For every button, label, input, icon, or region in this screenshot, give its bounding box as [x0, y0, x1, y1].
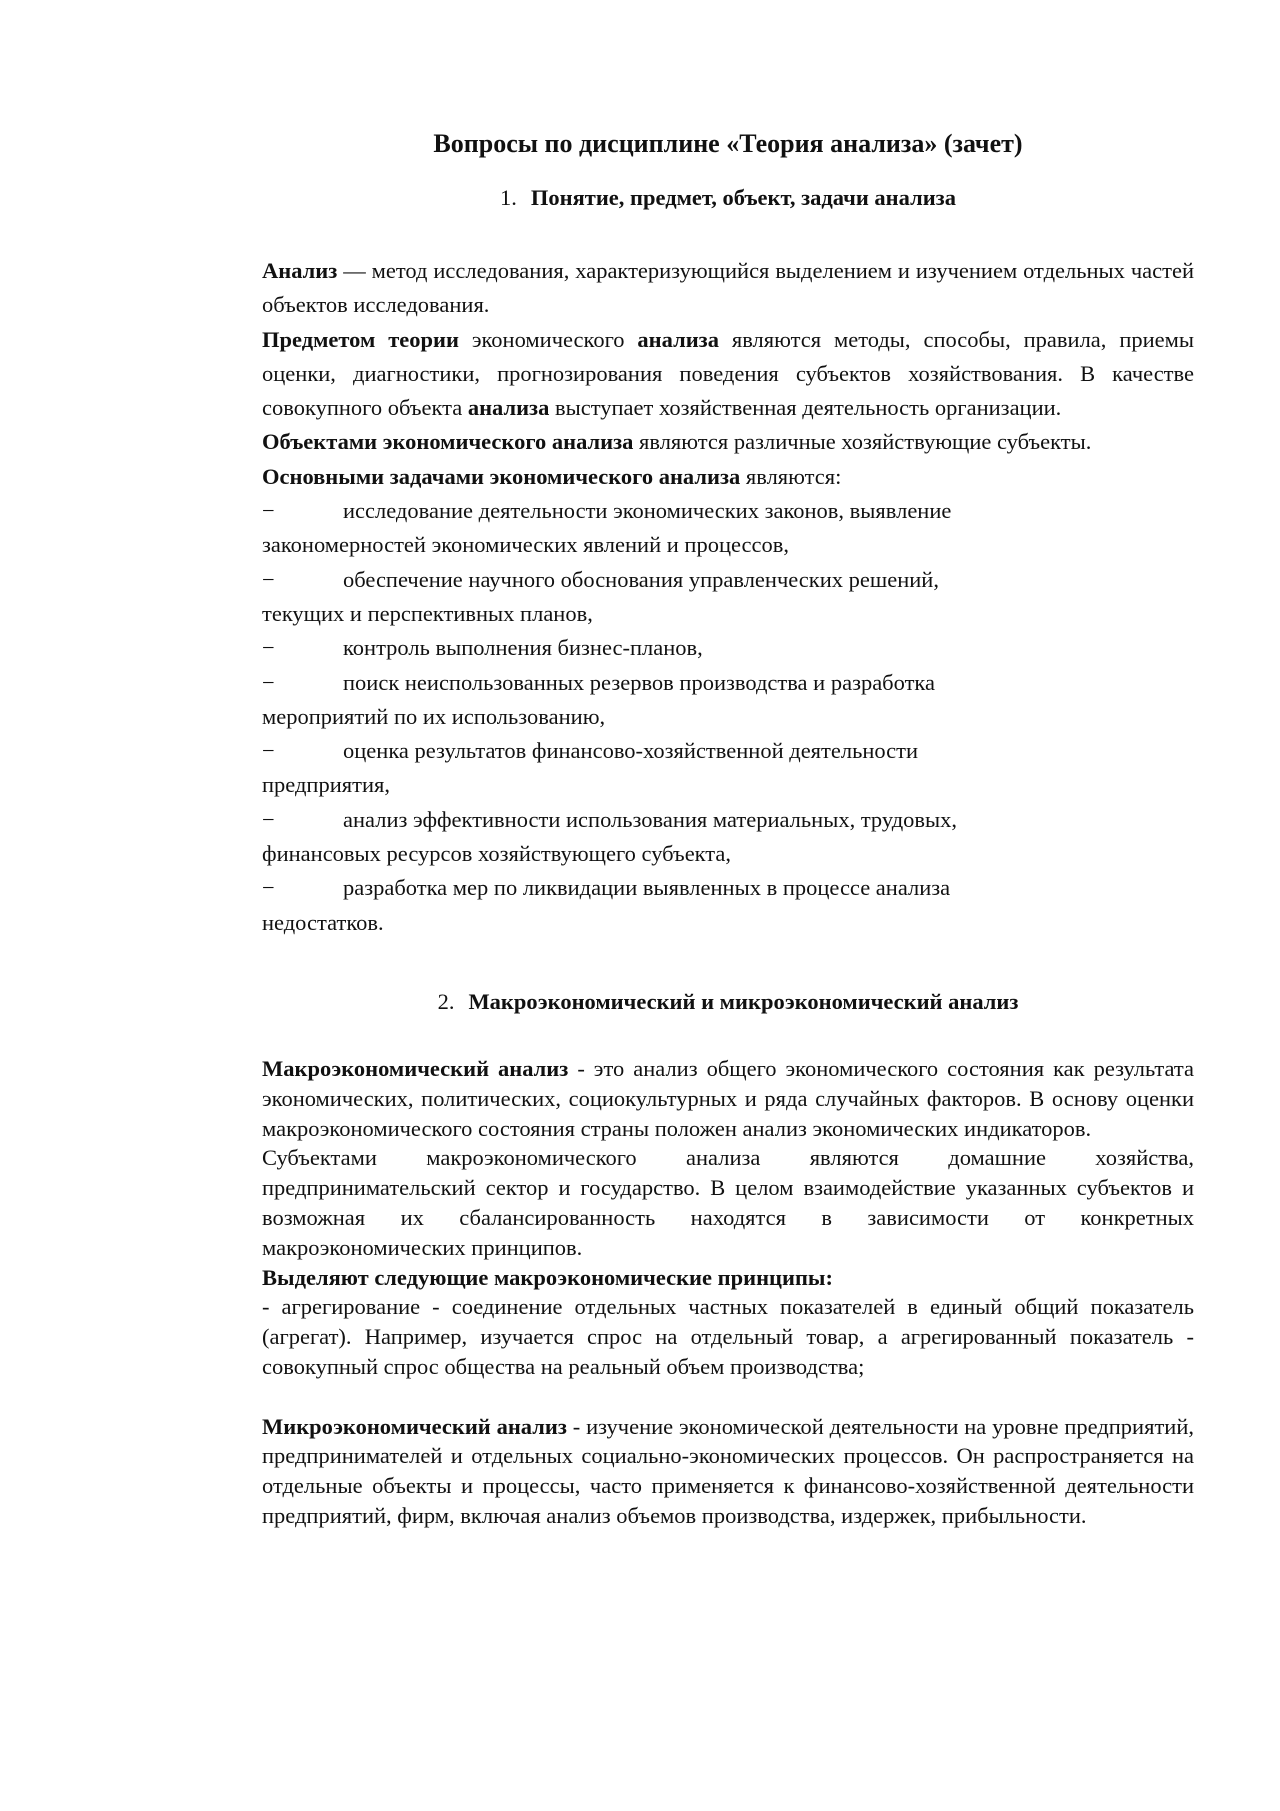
document-title: Вопросы по дисциплине «Теория анализа» (зачет)	[433, 129, 1023, 158]
list-item	[262, 631, 1194, 665]
subject-paragraph	[262, 323, 1194, 426]
tasks-intro	[262, 460, 1194, 494]
list-item-text: контроль выполнения бизнес-планов,	[343, 635, 703, 661]
dash-bullet: −	[262, 566, 275, 592]
subject-text-1: экономического	[458, 326, 638, 352]
dash-bullet: −	[262, 635, 275, 661]
dash-bullet: −	[262, 738, 275, 764]
section-1-number: 1.	[500, 185, 517, 210]
section-1-title: Понятие, предмет, объект, задачи анализа	[530, 185, 956, 210]
term-objects: Объектами экономического анализа	[262, 429, 634, 455]
term-analysis: Анализ	[262, 258, 338, 283]
subject-text-2: являются методы, способы, правила, приемы оценки, диагностики, прогнозирования поведения субъектов хозяйствования. В качестве совокупного объекта	[262, 326, 1194, 421]
section-2-title: Макроэкономический и микроэкономический анализ	[468, 988, 1019, 1014]
macro-text: - это анализ общего экономического состояния как результата экономических, политических, социокультурных и ряда случайных факторов. В основу оценки макроэкономического состояния страны положен анализ экономических индикаторов.	[262, 1055, 1195, 1141]
tasks-intro-text: являются:	[740, 463, 842, 489]
section-2-heading	[262, 986, 1194, 1018]
list-item-text: недостатков.	[262, 909, 384, 935]
principles-heading	[262, 1263, 1194, 1293]
term-tasks: Основными задачами экономического анализа	[262, 463, 741, 489]
list-item	[262, 494, 1194, 563]
macro-paragraph	[262, 1054, 1194, 1143]
definition-text: — метод исследования, характеризующийся выделением и изучением отдельных частей объектов исследования.	[262, 258, 1194, 318]
section-1-body	[262, 254, 1194, 940]
dash-bullet: −	[262, 806, 275, 832]
subjects-paragraph: Субъектами макроэкономического анализа являются домашние хозяйства, предпринимательский сектор и государство. В целом взаимодействие указанных субъектов и возможная их сбалансированность находятся в зависимости от конкретных макроэкономических принципов.	[262, 1145, 1194, 1260]
section-2-body	[262, 1054, 1194, 1531]
list-item-text: закономерностей экономических явлений и процессов,	[262, 532, 790, 558]
micro-paragraph	[262, 1412, 1194, 1531]
aggregation-paragraph: - агрегирование - соединение отдельных частных показателей в единый общий показатель (агрегат). Например, изучается спрос на отдельный товар, а агрегированный показатель - совокупный спрос общества на реальный объем производства;	[262, 1294, 1194, 1379]
list-item-text: поиск неиспользованных резервов производства и разработка	[343, 669, 935, 695]
dash-bullet: −	[262, 875, 275, 901]
list-item	[262, 563, 1194, 632]
list-item-text: финансовых ресурсов хозяйствующего субъекта,	[262, 841, 732, 867]
term-analysis-3: анализа	[467, 395, 550, 421]
list-item	[262, 734, 1194, 803]
term-micro: Микроэкономический анализ	[262, 1413, 567, 1439]
micro-text: - изучение экономической деятельности на уровне предприятий, предпринимателей и отдельных социально-экономических процессов. Он распространяется на отдельные объекты и процессы, часто применяется к финансово-хозяйственной деятельности предприятий, фирм, включая анализ объемов производства, издержек, прибыльности.	[262, 1413, 1194, 1528]
list-item-text: оценка результатов финансово-хозяйственной деятельности	[343, 738, 919, 764]
objects-text: являются различные хозяйствующие субъекты.	[633, 429, 1092, 455]
list-item	[262, 871, 1194, 940]
term-macro: Макроэкономический анализ	[262, 1055, 569, 1081]
list-item-text: предприятия,	[262, 772, 390, 798]
objects-paragraph	[262, 425, 1194, 459]
list-item	[262, 666, 1194, 735]
list-item	[262, 803, 1194, 872]
list-item-text: текущих и перспективных планов,	[262, 600, 593, 626]
list-item-text: анализ эффективности использования материальных, трудовых,	[343, 806, 958, 832]
section-2-number: 2.	[437, 988, 455, 1014]
dash-bullet: −	[262, 669, 275, 695]
list-item-text: мероприятий по их использованию,	[262, 703, 606, 729]
list-item-text: разработка мер по ликвидации выявленных в процессе анализа	[343, 875, 951, 901]
section-1-heading	[262, 182, 1194, 214]
principles-heading-text: Выделяют следующие макроэкономические принципы:	[262, 1264, 833, 1290]
document-page	[262, 122, 1194, 1531]
term-subject: Предметом теории	[262, 326, 459, 352]
subject-text-3: выступает хозяйственная деятельность организации.	[549, 395, 1062, 421]
blank-line	[262, 1382, 1194, 1412]
list-item-text: обеспечение научного обоснования управленческих решений,	[343, 566, 939, 592]
tasks-list	[262, 494, 1194, 940]
dash-bullet: −	[262, 498, 275, 524]
analysis-definition	[262, 254, 1194, 323]
term-analysis-2: анализа	[637, 326, 719, 352]
list-item-text: исследование деятельности экономических законов, выявление	[343, 498, 952, 524]
